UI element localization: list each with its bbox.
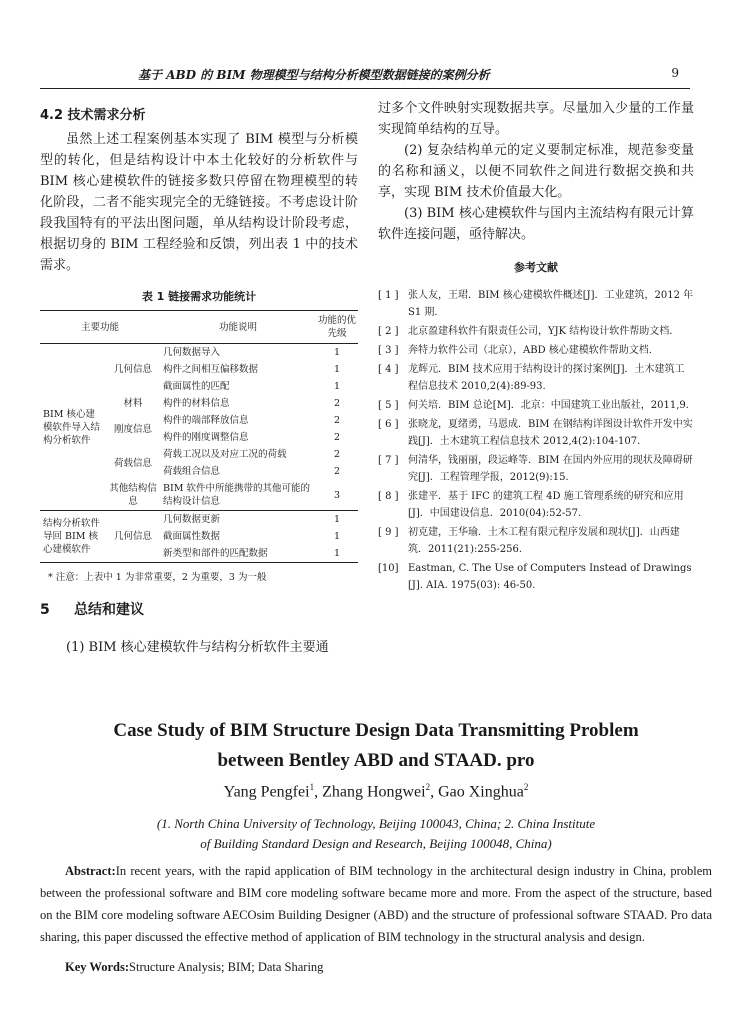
reference-number: [ 9 ] — [378, 527, 399, 538]
table-header: 主要功能 — [40, 311, 160, 344]
reference-list — [378, 287, 694, 594]
english-keywords — [40, 960, 712, 975]
table-cell: 1 — [316, 511, 358, 529]
section-heading-5 — [40, 599, 358, 619]
table-cell: 3 — [333, 489, 341, 501]
running-header: 基于 ABD 的 BIM 物理模型与结构分析模型数据链接的案例分析 — [138, 68, 490, 82]
reference-number: [ 2 ] — [378, 326, 399, 337]
function-table — [40, 310, 358, 563]
body-paragraph: 过多个文件映射实现数据共享。尽量加入少量的工作量实现简单结构的互导。 — [378, 101, 694, 137]
page-number: 9 — [671, 66, 679, 80]
reference-text: 张建平．基于 IFC 的建筑工程 4D 施工管理系统的研究和应用[J]．中国建设信息．2010(04):52-57. — [408, 491, 684, 519]
table-sub-cell: 几何信息 — [113, 364, 152, 375]
author-separator: , — [430, 783, 435, 801]
table-cell: 构件的端部释放信息 — [163, 415, 249, 426]
reference-text: 初克建，王华瑜．土木工程有限元程序发展和现状[J]．山西建筑．2011(21):255-256. — [408, 527, 680, 555]
reference-text: Eastman, C. The Use of Computers Instead of Drawings [J]. AIA. 1975(03): 46-50. — [408, 563, 692, 591]
references-title: 参考文献 — [514, 261, 558, 274]
reference-text: 张人友，王珺．BIM 核心建模软件概述[J]．工业建筑，2012 年 S1 期． — [408, 290, 694, 318]
table-cell: 1 — [333, 381, 341, 392]
author-separator: , — [314, 783, 319, 801]
table-row — [40, 344, 358, 362]
english-abstract — [40, 860, 712, 948]
keywords-text: Structure Analysis; BIM; Data Sharing — [129, 960, 324, 974]
abstract-text: In recent years, with the rapid application of BIM technology in the architectural design industry in China, problem between the professional software and BIM core modeling software became more and more. From the aspect of the structure, based on the BIM core modeling software AECOsim Building Designer (ABD) and the structure of professional software STAAD. Pro data sharing, this paper discussed the effective method of application of BIM technology in the structural analysis and design. — [40, 864, 712, 944]
table-cell: 1 — [333, 347, 341, 358]
reference-number: [10] — [378, 563, 399, 574]
reference-item — [378, 287, 694, 321]
affiliation-line: (1. North China University of Technology, Beijing 100043, China; 2. China Institute — [156, 816, 596, 831]
reference-item — [378, 323, 694, 340]
table-cell: 2 — [333, 449, 341, 460]
table-cell: BIM 软件中所能携带的其他可能的结构设计信息 — [163, 483, 310, 507]
affiliation-line: of Building Standard Design and Research, Beijing 100048, China) — [200, 836, 552, 851]
table-cell: 荷载工况以及对应工况的荷载 — [163, 449, 287, 460]
table-sub-cell: 刚度信息 — [113, 423, 152, 435]
table-cell: 2 — [333, 415, 341, 426]
table-title: 表 1 链接需求功能统计 — [141, 290, 257, 303]
author-affil-mark: 2 — [523, 782, 529, 792]
table-cell: 2 — [333, 432, 341, 443]
body-paragraph: (1) BIM 核心建模软件与结构分析软件主要通 — [66, 640, 329, 655]
reference-text: 张晓龙，夏绪勇，马恩成．BIM 在钢结构详图设计软件开发中实践[J]．土木建筑工程信息技术 2012,4(2):104-107. — [408, 419, 693, 447]
reference-number: [ 3 ] — [378, 345, 399, 356]
reference-number: [ 7 ] — [378, 455, 399, 466]
table-group-cell: BIM 核心建模软件导入结构分析软件 — [43, 408, 101, 446]
reference-item — [378, 524, 694, 558]
author-affil-mark: 1 — [309, 782, 315, 792]
table-note: * 注意：上表中 1 为非常重要，2 为重要，3 为一般 — [48, 572, 267, 583]
table-sub-cell: 几何信息 — [106, 511, 160, 563]
table-cell: 2 — [333, 466, 341, 477]
reference-number: [ 5 ] — [378, 400, 399, 411]
table-cell: 几何数据导入 — [163, 347, 221, 358]
table-header: 功能说明 — [160, 311, 316, 344]
section-heading-4-2: 4.2 技术需求分析 — [40, 108, 146, 123]
reference-item — [378, 361, 694, 395]
author-name: Gao Xinghua — [438, 783, 524, 801]
table-row — [40, 511, 358, 529]
author-name: Zhang Hongwei — [322, 783, 426, 801]
english-title-line: between Bentley ABD and STAAD. pro — [217, 750, 535, 771]
author-affil-mark: 2 — [425, 782, 431, 792]
reference-text: 何清华，钱丽丽，段运峰等．BIM 在国内外应用的现状及障碍研究[J]．工程管理学报，2012(9):15. — [408, 455, 693, 483]
reference-number: [ 1 ] — [378, 290, 399, 301]
reference-item — [378, 452, 694, 486]
table-cell: 截面属性数据 — [163, 531, 221, 542]
reference-item — [378, 488, 694, 522]
table-cell: 构件的刚度调整信息 — [163, 432, 249, 443]
table-group-cell: 结构分析软件导回 BIM 核心建模软件 — [40, 511, 106, 563]
section-number: 5 — [40, 602, 50, 618]
table-cell: 截面属性的匹配 — [163, 381, 230, 392]
body-paragraph: 虽然上述工程案例基本实现了 BIM 模型与分析模型的转化，但是结构设计中本土化较好的分析软件与 BIM 核心建模软件的链接多数只停留在物理模型的转化阶段，二者不能实现完全的无缝链接。不考虑设计阶段我国特有的平法出图问题，单从结构设计阶段考虑，根据切身的 BIM 工程经验和反馈，列出表 1 中的技术需求。 — [40, 132, 358, 273]
section-title: 总结和建议 — [74, 602, 144, 618]
body-paragraph: (2) 复杂结构单元的定义要制定标准，规范参变量的名称和涵义，以便不同软件之间进行数据交换和共享，实现 BIM 技术价值最大化。 — [378, 143, 694, 200]
right-column — [378, 98, 694, 596]
table-cell: 2 — [333, 398, 341, 409]
header-rule — [40, 88, 690, 89]
table-cell: 构件的材料信息 — [163, 398, 230, 409]
table-sub-cell: 其他结构信息 — [109, 483, 157, 507]
english-title — [40, 716, 712, 776]
keywords-label: Key Words: — [65, 960, 130, 974]
table-cell: 新类型和部件的匹配数据 — [163, 548, 268, 559]
table-header: 功能的优先级 — [316, 311, 358, 344]
table-cell: 荷载组合信息 — [163, 466, 221, 477]
abstract-label: Abstract: — [65, 864, 116, 878]
left-column — [40, 98, 358, 658]
author-name: Yang Pengfei — [223, 783, 310, 801]
reference-text: 龙辉元．BIM 技术应用于结构设计的探讨案例[J]．土木建筑工程信息技术 2010,2(4):89-93. — [408, 364, 685, 392]
table-cell: 1 — [333, 531, 341, 542]
table-cell: 1 — [333, 548, 341, 559]
reference-number: [ 8 ] — [378, 491, 399, 502]
reference-item — [378, 397, 694, 414]
body-paragraph: (3) BIM 核心建模软件与国内主流结构有限元计算软件连接问题，亟待解决。 — [378, 206, 694, 242]
reference-number: [ 4 ] — [378, 364, 399, 375]
table-cell: 几何数据更新 — [160, 511, 316, 529]
reference-text: 北京盈建科软件有限责任公司，YJK 结构设计软件帮助文档． — [408, 326, 680, 337]
table-cell: 1 — [333, 364, 341, 375]
table-cell: 构件之间相互偏移数据 — [163, 364, 259, 375]
reference-item — [378, 342, 694, 359]
english-affiliations — [40, 814, 712, 854]
table-sub-cell: 荷载信息 — [113, 457, 152, 469]
reference-text: 奔特力软件公司（北京），ABD 核心建模软件帮助文档． — [408, 345, 659, 356]
reference-text: 何关培．BIM 总论[M]．北京：中国建筑工业出版社，2011,9. — [408, 400, 689, 411]
english-title-line: Case Study of BIM Structure Design Data Transmitting Problem — [113, 720, 639, 741]
reference-item — [378, 560, 694, 594]
table-header-row — [40, 311, 358, 344]
english-authors — [40, 782, 712, 801]
reference-item — [378, 416, 694, 450]
reference-number: [ 6 ] — [378, 419, 399, 430]
table-sub-cell: 材料 — [123, 398, 143, 409]
